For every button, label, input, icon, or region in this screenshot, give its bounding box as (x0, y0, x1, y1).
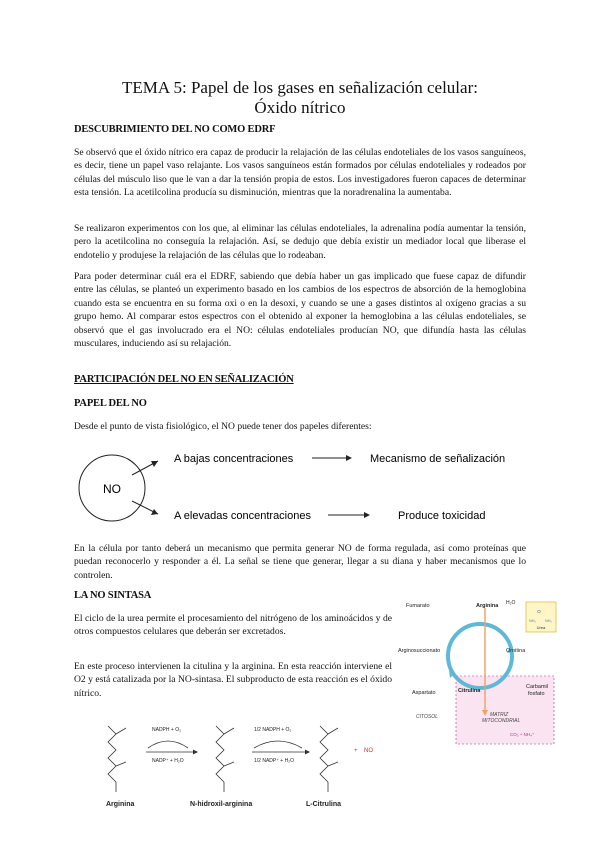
co2-label: CO₂ + NH₄⁺ (510, 732, 535, 737)
section-heading-descubrimiento: DESCUBRIMIENTO DEL NO COMO EDRF (74, 124, 276, 135)
section-heading-papel: PAPEL DEL NO (74, 398, 147, 409)
no-roles-diagram (70, 440, 530, 532)
paragraph-3: Para poder determinar cuál era el EDRF, sabiendo que debía haber un gas implicado que fuese capaz de difundir entre las células, se planteó un experimento basado en los cambios de los espectros de absorción de la hemoglobina cuando esta se encuentra en su forma oxi o en la desoxi, y cuando se une a gases distintos al oxígeno gracias a su grupo hemo. Al comparar estos espectros con el obtenido al exponer la hemoglobina a las células endoteliales, se observó que el gas involucrado era el NO: células endoteliales producían NO, que difundía hasta las células musculares, induciendo así su relajación. (74, 271, 526, 350)
urea-cycle-figure (398, 598, 558, 748)
no-product: NO (364, 748, 373, 754)
matriz-label-2: MITOCONDRIAL (482, 718, 521, 724)
fosfato-label: fosfato (528, 691, 545, 697)
step1-top: NADPH + O₂ (152, 727, 182, 733)
low-result-label: Mecanismo de señalización (370, 453, 506, 465)
high-concentration-label: A elevadas concentraciones (174, 510, 311, 522)
hidroxil-structure (216, 726, 234, 792)
step2-bottom: 1/2 NADP⁺ + H₂O (254, 758, 295, 764)
paragraph-papel: Desde el punto de vista fisiológico, el NO puede tener dos papeles diferentes: (74, 421, 372, 432)
aspartato-label: Aspartato (412, 690, 436, 696)
no-center-label: NO (103, 482, 121, 496)
urea-label: Urea (536, 625, 546, 630)
low-concentration-label: A bajas concentraciones (174, 453, 294, 465)
section-heading-sintasa: LA NO SINTASA (74, 590, 152, 601)
nos-reaction-scheme (78, 712, 398, 808)
urea-nh2-right: NH₂ (545, 619, 552, 623)
paragraph-1: Se observó que el óxido nítrico era capaz de producir la relajación de las células endoteliales de los vasos sanguíneos, es decir, tiene un papel vaso relajante. Los vasos sanguíneos están formados por células endoteliales y rodeados por células del músculo liso que le van a dar la tensión propia de estos. Los investigadores fueron capaces de determinar esta tensión. La acetilcolina producía su disminución, mientras que la noradrenalina la aumentaba. (74, 147, 526, 199)
step2-top: 1/2 NADPH + O₂ (254, 727, 292, 733)
arginina-structure (108, 726, 126, 792)
arginina-name: Arginina (106, 801, 135, 808)
hidroxil-name: N-hidroxil-arginina (190, 801, 253, 808)
high-result-label: Produce toxicidad (398, 510, 486, 522)
citrulina-name: L-Citrulina (306, 801, 341, 808)
citosol-label: CITOSOL (416, 714, 438, 720)
arginosuccionato-label: Arginosuccionato (398, 648, 441, 654)
paragraph-regulacion: En la célula por tanto deberá un mecanismo que permita generar NO de forma regulada, así como proteínas que puedan reconocerlo y responder a él. La señal se tiene que generar, llegar a su diana y haber mecanismos que lo controlen. (74, 543, 526, 581)
page-title-line2: Óxido nítrico (254, 98, 346, 117)
citrulina-label: Citrulina (458, 688, 481, 694)
step1-bottom: NADP⁺ + H₂O (152, 758, 184, 764)
paragraph-citrulina: En este proceso intervienen la citulina y la arginina. En esta reacción interviene el O2 y está catalizada por la NO-sintasa. El subproducto de esta reacción es el óxido nítrico. (74, 661, 392, 699)
no-plus: + (354, 748, 358, 754)
h2o-label: H₂O (506, 600, 516, 606)
urea-nh2-left: NH₂ (529, 619, 536, 623)
section-heading-participacion: PARTICIPACIÓN DEL NO EN SEÑALIZACIÓN (74, 374, 294, 385)
paragraph-urea: El ciclo de la urea permite el procesamiento del nitrógeno de los aminoácidos y de otros compuestos celulares que deberán ser excretados. (74, 613, 392, 638)
matriz-label-1: MATRIZ (490, 712, 509, 718)
fumarato-label: Fumarato (406, 603, 430, 609)
carbamil-label: Carbamil (526, 684, 549, 690)
citrulina-structure (320, 726, 338, 792)
paragraph-2: Se realizaron experimentos con los que, al eliminar las células endoteliales, la adrenalina podía aumentar la tensión, pero la acetilcolina no conseguía la relajación. Así, se dedujo que debía existir un mediador local que liberase el endotelio y produjese la relajación de las células que lo rodeaban. (74, 223, 526, 261)
urea-o: O (537, 609, 541, 614)
arginina-label: Arginina (476, 603, 499, 609)
page-title-line1: TEMA 5: Papel de los gases en señalización celular: (122, 78, 478, 97)
ornitina-label: Ornitina (506, 648, 526, 654)
